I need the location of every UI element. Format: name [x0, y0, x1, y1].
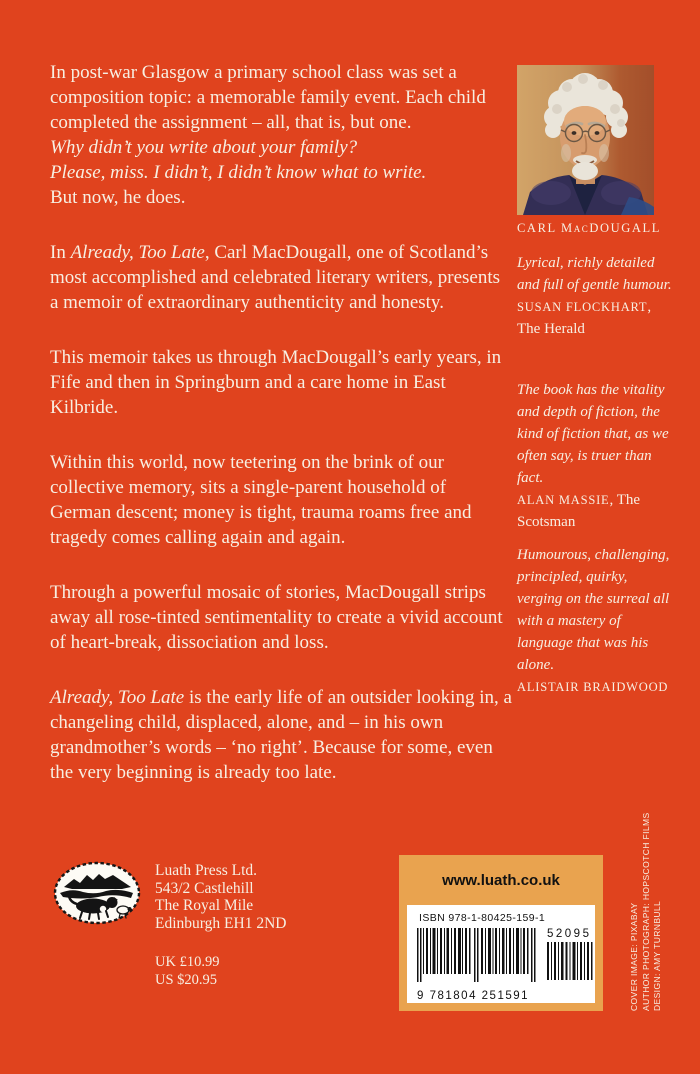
review-quote-scotsman — [517, 379, 673, 533]
publisher-name: Luath Press Ltd. — [155, 862, 258, 879]
cover-credits — [629, 812, 665, 1011]
quote-attribution-name: SUSAN FLOCKHART — [517, 300, 648, 314]
addon-digits: 52095 — [547, 928, 592, 940]
author-photo — [517, 65, 654, 215]
ean-barcode — [417, 928, 537, 1002]
blurb-dialogue-line-2: Please, miss. I didn’t, I didn’t know what to write. — [50, 162, 427, 183]
price-us: US $20.95 — [155, 972, 218, 988]
addon-barcode — [547, 928, 593, 980]
blurb-paragraph-6 — [50, 685, 512, 785]
publisher-address-line: 543/2 Castlehill — [155, 879, 254, 897]
blurb-dialogue-line-1: Why didn’t you write about your family? — [50, 137, 358, 158]
blurb-paragraph-4: Within this world, now teetering on the brink of our collective memory, sits a single-parent household of German descent; money is tight, trauma roams free and tragedy comes calling again and again. — [50, 452, 472, 548]
isbn-number: ISBN 978-1-80425-159-1 — [419, 912, 546, 924]
quote-text: Humourous, challenging, principled, quirky, verging on the surreal all with a mastery of language that was his alone. — [517, 547, 670, 673]
blurb-text: But now, he does. — [50, 187, 186, 208]
book-title: Already, Too Late — [70, 242, 205, 263]
publisher-address-line: Edinburgh EH1 2ND — [155, 914, 287, 932]
quote-attribution-source: , The Scotsman — [517, 492, 641, 530]
blurb-text: , Carl MacDougall, one of Scotland’s most accomplished and celebrated literary writers, presents a memoir of extraordinary authenticity and honesty. — [50, 242, 501, 313]
quote-text: Lyrical, richly detailed and full of gentle humour. — [517, 255, 672, 293]
price-block — [155, 953, 219, 989]
luath-press-logo — [52, 860, 142, 926]
review-quote-herald — [517, 252, 673, 340]
blurb-paragraph-5: Through a powerful mosaic of stories, MacDougall strips away all rose-tinted sentimentality to create a vivid account of heart-break, dissociation and loss. — [50, 582, 503, 653]
blurb-paragraph-2 — [50, 240, 512, 315]
blurb-text: In — [50, 242, 71, 263]
author-photo-block — [517, 65, 662, 236]
publisher-address-line: The Royal Mile — [155, 897, 254, 914]
blurb-paragraph-3: This memoir takes us through MacDougall’s early years, in Fife and then in Springburn and a care home in East Kilbride. — [50, 347, 502, 418]
barcode-panel — [407, 905, 595, 1003]
addon-barcode-bars — [547, 942, 593, 980]
credit-design: DESIGN: AMY TURNBULL — [652, 900, 662, 1011]
blurb-paragraph-1 — [50, 60, 512, 210]
publisher-website: www.luath.co.uk — [442, 872, 560, 889]
review-quote-braidwood — [517, 544, 673, 698]
publisher-address — [155, 862, 286, 932]
quote-attribution-name: ALAN MASSIE — [517, 493, 610, 507]
credit-author-photograph: AUTHOR PHOTOGRAPH: HOPSCOTCH FILMS — [640, 812, 651, 1011]
price-uk: UK £10.99 — [155, 954, 220, 970]
blurb-text: is the early life of an outsider looking in, a changeling child, displaced, alone, and – in his own grandmother’s words – ‘no right’. Because for some, even the very beginning is already too late. — [50, 687, 512, 783]
ean-digits: 9 781804 251591 — [417, 990, 530, 1002]
barcode-bars — [417, 928, 537, 984]
credit-cover-image: COVER IMAGE: PIXABAY — [629, 902, 639, 1011]
quote-attribution-name: ALISTAIR BRAIDWOOD — [517, 680, 669, 694]
quote-text: The book has the vitality and depth of fiction, the kind of fiction that, as we often say, is truer than fact. — [517, 382, 669, 486]
blurb-text: In post-war Glasgow a primary school class was set a composition topic: a memorable family event. Each child completed the assignment – all, that is, but one. — [50, 62, 486, 133]
website-barcode-panel — [399, 855, 603, 1011]
back-cover-blurb — [50, 60, 512, 815]
book-title: Already, Too Late — [50, 687, 185, 708]
author-photo-caption: CARL MacDOUGALL — [517, 221, 662, 235]
quote-attribution-source: , The Herald — [517, 299, 652, 337]
